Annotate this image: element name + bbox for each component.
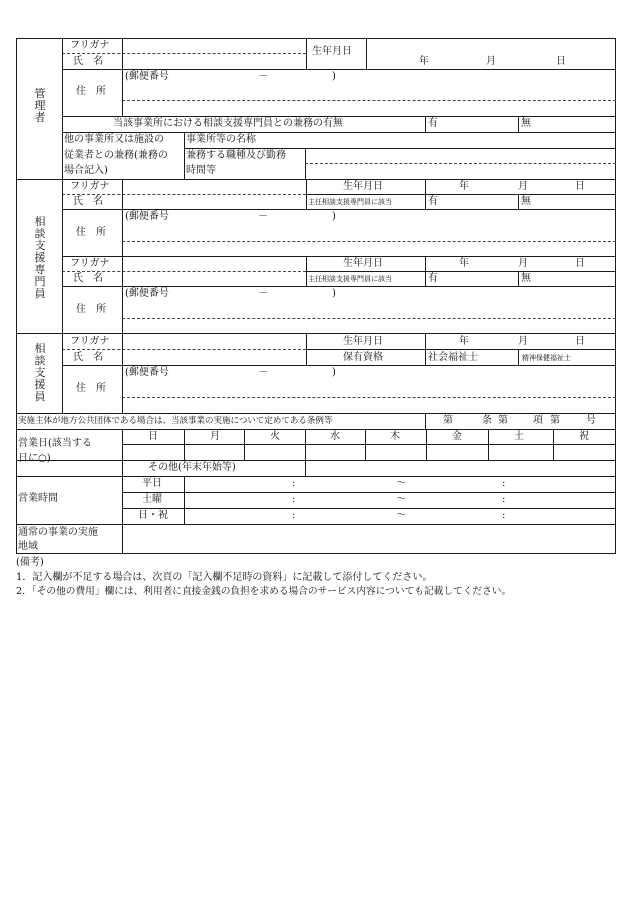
ordinance-dai: 第 (498, 415, 508, 426)
dash-line (62, 53, 306, 54)
furigana-label: フリガナ (70, 336, 110, 347)
dash-line (122, 318, 616, 319)
dob-day: 日 (575, 336, 585, 347)
dob-label: 生年月日 (312, 46, 352, 57)
section-divider (16, 476, 616, 477)
no-option[interactable]: 無 (521, 196, 531, 207)
dash-line (122, 241, 616, 242)
section-divider (16, 429, 616, 430)
col-line (488, 429, 489, 460)
furigana-label: フリガナ (70, 40, 110, 51)
address-label: 住 所 (76, 383, 106, 394)
no-option[interactable]: 無 (521, 273, 531, 284)
row-line (62, 256, 616, 257)
colon: : (502, 478, 506, 489)
col-line (425, 256, 426, 286)
other-job-label: 場合記入) (64, 165, 108, 176)
col-line (122, 38, 123, 116)
dob-month: 月 (518, 258, 528, 269)
col-line (366, 38, 367, 70)
row-line (62, 286, 616, 287)
section-divider (16, 179, 616, 180)
business-days-label: 営業日(該当する (18, 438, 92, 449)
col-line (62, 38, 63, 414)
row-line (62, 365, 616, 366)
col-line (365, 429, 366, 460)
postal-close: ) (332, 71, 336, 82)
col-line (425, 179, 426, 209)
dob-year: 年 (419, 56, 429, 67)
dob-month: 月 (486, 56, 496, 67)
postal-close: ) (332, 288, 336, 299)
furigana-label: フリガナ (70, 181, 110, 192)
postal-close: ) (332, 211, 336, 222)
ordinance-paragraph: 項 (533, 415, 543, 426)
row-line (306, 271, 616, 272)
address-label: 住 所 (76, 227, 106, 238)
qualification-social-worker[interactable]: 社会福祉士 (428, 352, 478, 363)
dash-line (62, 349, 306, 350)
qualification-label: 保有資格 (343, 352, 383, 363)
col-line (184, 429, 185, 460)
hours-sunday-holiday-label: 日・祝 (138, 510, 168, 521)
dob-year: 年 (459, 336, 469, 347)
row-line (62, 116, 616, 117)
postal-close: ) (332, 367, 336, 378)
dob-year: 年 (459, 258, 469, 269)
other-job-label: 他の事業所又は施設の (64, 134, 164, 145)
section-divider (16, 524, 616, 525)
concurrent-question: 当該事業所における相談支援専門員との兼務の有無 (113, 118, 343, 129)
yes-option[interactable]: 有 (428, 196, 438, 207)
notes-header: (備考) (16, 557, 44, 568)
dob-month: 月 (518, 336, 528, 347)
postal-label: (郵便番号 (125, 71, 169, 82)
dob-month: 月 (518, 181, 528, 192)
col-line (518, 271, 519, 286)
yes-option[interactable]: 有 (428, 273, 438, 284)
name-label: 氏 名 (73, 56, 103, 67)
row-line (122, 444, 616, 445)
name-label: 氏 名 (73, 273, 103, 284)
no-option[interactable]: 無 (521, 118, 531, 129)
section-divider (16, 413, 616, 414)
frame-bottom (16, 553, 616, 554)
ordinance-dai: 第 (550, 415, 560, 426)
row-line (184, 148, 616, 149)
frame-top (16, 38, 616, 39)
col-line (426, 429, 427, 460)
dob-label: 生年月日 (343, 181, 383, 192)
col-line (518, 349, 519, 365)
day-mon[interactable]: 月 (210, 431, 220, 442)
dash-line (62, 194, 306, 195)
col-line (425, 116, 426, 132)
row-line (306, 194, 616, 195)
yes-option[interactable]: 有 (428, 118, 438, 129)
note-item: 2．「その他の費用」欄には、利用者に直接金銭の負担を求める場合のサービス内容についても記載してください。 (16, 586, 512, 597)
duty-label: 兼務する職種及び勤務 (186, 150, 286, 161)
colon: : (292, 510, 296, 521)
postal-dash: － (258, 288, 268, 299)
ordinance-item: 号 (586, 415, 596, 426)
name-label: 氏 名 (73, 196, 103, 207)
row-line (62, 69, 616, 70)
colon: : (292, 478, 296, 489)
dob-label: 生年月日 (343, 258, 383, 269)
other-job-label: 従業者との兼務(兼務の (64, 150, 168, 161)
postal-label: (郵便番号 (125, 211, 169, 222)
chief-specialist-label: 主任相談支援専門員に該当 (308, 275, 392, 283)
col-line (244, 429, 245, 460)
row-line (62, 209, 616, 210)
dob-day: 日 (575, 181, 585, 192)
day-sat[interactable]: 土 (514, 431, 524, 442)
note-item: 1．記入欄が不足する場合は、次頁の「記入欄不足時の資料」に記載して添付してください。 (16, 572, 433, 583)
tilde: ～ (396, 478, 406, 489)
col-line (122, 333, 123, 413)
col-line (518, 194, 519, 209)
dash-line (62, 271, 306, 272)
section-divider (16, 333, 616, 334)
postal-dash: － (258, 367, 268, 378)
col-line (306, 333, 307, 365)
col-line (305, 429, 306, 476)
row-line (122, 508, 616, 509)
col-line (306, 38, 307, 70)
day-thu[interactable]: 木 (390, 431, 400, 442)
col-line (518, 116, 519, 132)
section-label-staff: 相談支援員 (34, 342, 46, 403)
dob-day: 日 (575, 258, 585, 269)
day-tue[interactable]: 火 (270, 431, 280, 442)
colon: : (502, 510, 506, 521)
service-area-label: 通常の事業の実施 (18, 527, 98, 538)
dob-year: 年 (459, 181, 469, 192)
row-line (16, 460, 616, 461)
ordinance-label: 実施主体が地方公共団体である場合は、当該事業の実施について定めてある条例等 (18, 416, 333, 426)
dash-line (122, 397, 616, 398)
address-label: 住 所 (76, 86, 106, 97)
duty-label: 時間等 (186, 165, 216, 176)
hours-weekday-label: 平日 (142, 478, 162, 489)
dob-day: 日 (556, 56, 566, 67)
col-line (425, 333, 426, 365)
business-days-label: 日に○) (18, 453, 51, 464)
ordinance-dai: 第 (443, 415, 453, 426)
day-wed[interactable]: 水 (330, 431, 340, 442)
chief-specialist-label: 主任相談支援専門員に該当 (308, 198, 392, 206)
day-sun[interactable]: 日 (148, 431, 158, 442)
col-line (306, 179, 307, 209)
day-fri[interactable]: 金 (452, 431, 462, 442)
tilde: ～ (396, 494, 406, 505)
postal-dash: － (258, 71, 268, 82)
colon: : (502, 494, 506, 505)
postal-label: (郵便番号 (125, 288, 169, 299)
col-line (184, 476, 185, 524)
name-label: 氏 名 (73, 352, 103, 363)
address-label: 住 所 (76, 304, 106, 315)
dash-line (122, 100, 616, 101)
row-line (62, 132, 616, 133)
other-days-label: その他(年末年始等) (148, 462, 236, 473)
row-line (306, 349, 616, 350)
col-line (184, 132, 185, 179)
business-hours-label: 営業時間 (18, 493, 58, 504)
service-area-label: 地域 (18, 541, 38, 552)
postal-label: (郵便番号 (125, 367, 169, 378)
hours-saturday-label: 土曜 (142, 494, 162, 505)
col-line (553, 429, 554, 460)
furigana-label: フリガナ (70, 258, 110, 269)
colon: : (292, 494, 296, 505)
day-holiday[interactable]: 祝 (579, 431, 589, 442)
qualification-mental-health[interactable]: 精神保健福祉士 (522, 354, 571, 362)
dash-line (305, 163, 616, 164)
col-line (425, 413, 426, 429)
tilde: ～ (396, 510, 406, 521)
dob-label: 生年月日 (343, 336, 383, 347)
col-line (306, 256, 307, 286)
facility-name-label: 事業所等の名称 (186, 134, 256, 145)
section-label-specialist: 相談支援専門員 (34, 215, 46, 300)
ordinance-article: 条 (482, 415, 492, 426)
section-label-manager: 管理者 (34, 87, 46, 124)
postal-dash: － (258, 211, 268, 222)
row-line (122, 492, 616, 493)
